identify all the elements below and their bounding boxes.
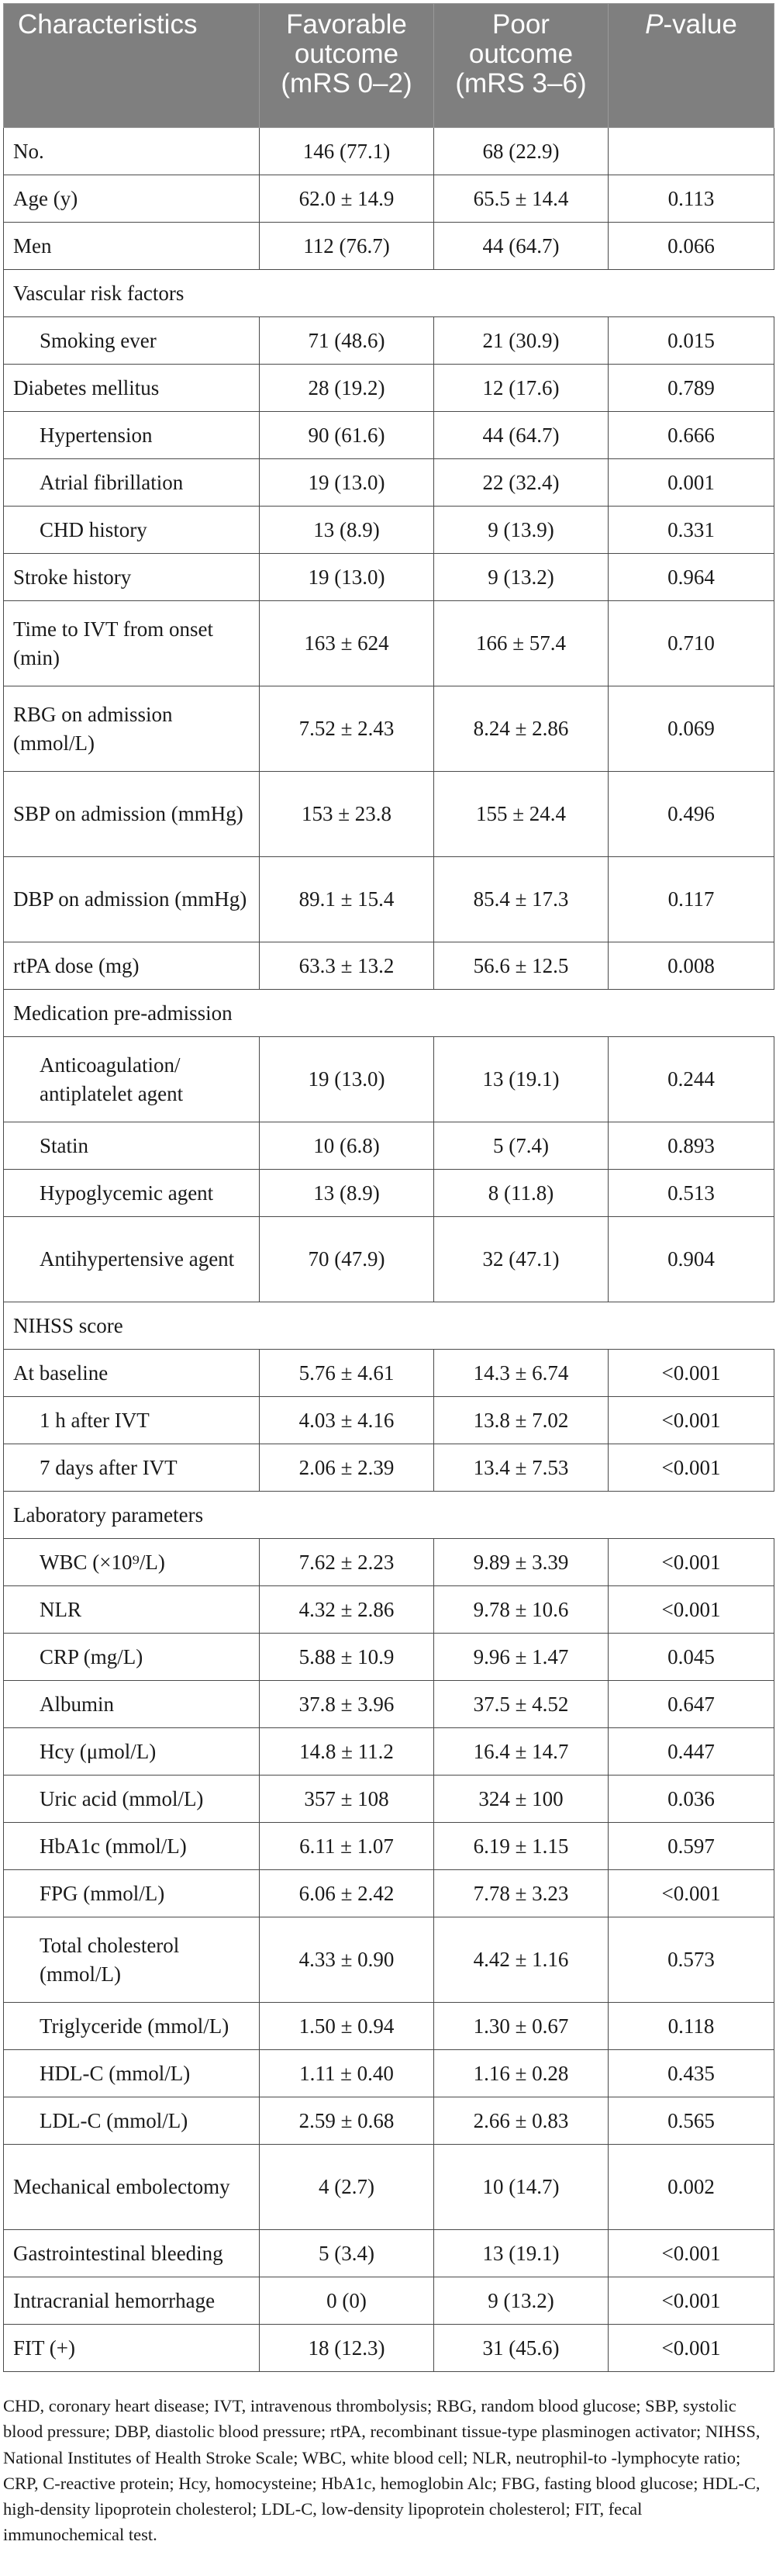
- poor-value: 8.24 ± 2.86: [434, 686, 609, 772]
- p-italic: P: [645, 9, 664, 40]
- p-value: 0.331: [609, 507, 774, 554]
- favorable-value: 4.03 ± 4.16: [260, 1397, 434, 1444]
- favorable-value: 6.06 ± 2.42: [260, 1870, 434, 1917]
- poor-value: 2.66 ± 0.83: [434, 2097, 609, 2145]
- poor-value: 7.78 ± 3.23: [434, 1870, 609, 1917]
- p-value: 0.597: [609, 1823, 774, 1870]
- poor-value: 1.30 ± 0.67: [434, 2003, 609, 2050]
- favorable-value: 153 ± 23.8: [260, 772, 434, 857]
- favorable-value: 63.3 ± 13.2: [260, 942, 434, 990]
- table-row: [4, 317, 774, 365]
- p-value: 0.447: [609, 1728, 774, 1776]
- row-label: Hypertension: [4, 412, 260, 459]
- table-row: [4, 412, 774, 459]
- row-label: 7 days after IVT: [4, 1444, 260, 1492]
- poor-value: 9 (13.2): [434, 554, 609, 601]
- p-value: 0.565: [609, 2097, 774, 2145]
- p-value: 0.118: [609, 2003, 774, 2050]
- table-row: [4, 772, 774, 857]
- favorable-value: 5.88 ± 10.9: [260, 1634, 434, 1681]
- favorable-value: 18 (12.3): [260, 2325, 434, 2372]
- table-row: [4, 2097, 774, 2145]
- favorable-value: 19 (13.0): [260, 554, 434, 601]
- p-value: <0.001: [609, 1586, 774, 1634]
- favorable-value: 112 (76.7): [260, 223, 434, 270]
- table-row: [4, 2003, 774, 2050]
- p-value: <0.001: [609, 2277, 774, 2325]
- p-value: 0.008: [609, 942, 774, 990]
- table-row: [4, 601, 774, 686]
- row-label: Statin: [4, 1122, 260, 1170]
- row-label: Triglyceride (mmol/L): [4, 2003, 260, 2050]
- row-label: Stroke history: [4, 554, 260, 601]
- section-row: [4, 1302, 774, 1350]
- favorable-value: 146 (77.1): [260, 128, 434, 175]
- poor-value: 9.78 ± 10.6: [434, 1586, 609, 1634]
- favorable-value: 19 (13.0): [260, 1037, 434, 1122]
- p-value: [609, 128, 774, 175]
- poor-value: 13.8 ± 7.02: [434, 1397, 609, 1444]
- poor-value: 21 (30.9): [434, 317, 609, 365]
- table-row: [4, 175, 774, 223]
- p-value: <0.001: [609, 2230, 774, 2277]
- p-rest: -value: [663, 9, 737, 40]
- p-value: <0.001: [609, 2325, 774, 2372]
- row-label: Albumin: [4, 1681, 260, 1728]
- p-value: 0.893: [609, 1122, 774, 1170]
- poor-value: 166 ± 57.4: [434, 601, 609, 686]
- poor-value: 85.4 ± 17.3: [434, 857, 609, 942]
- poor-value: 1.16 ± 0.28: [434, 2050, 609, 2097]
- row-label: At baseline: [4, 1350, 260, 1397]
- section-label: Laboratory parameters: [4, 1492, 774, 1539]
- favorable-value: 89.1 ± 15.4: [260, 857, 434, 942]
- favorable-value: 90 (61.6): [260, 412, 434, 459]
- row-label: Hcy (μmol/L): [4, 1728, 260, 1776]
- favorable-value: 37.8 ± 3.96: [260, 1681, 434, 1728]
- row-label: RBG on admission (mmol/L): [4, 686, 260, 772]
- table-row: [4, 2325, 774, 2372]
- p-value: 0.435: [609, 2050, 774, 2097]
- row-label: Age (y): [4, 175, 260, 223]
- favorable-value: 5.76 ± 4.61: [260, 1350, 434, 1397]
- table-row: [4, 1037, 774, 1122]
- p-value: 0.045: [609, 1634, 774, 1681]
- favorable-value: 4.33 ± 0.90: [260, 1917, 434, 2003]
- p-value: 0.002: [609, 2145, 774, 2230]
- poor-value: 22 (32.4): [434, 459, 609, 507]
- table-row: [4, 223, 774, 270]
- row-label: FIT (+): [4, 2325, 260, 2372]
- section-row: [4, 1492, 774, 1539]
- table-row: [4, 1170, 774, 1217]
- table-row: [4, 2230, 774, 2277]
- poor-value: 16.4 ± 14.7: [434, 1728, 609, 1776]
- favorable-value: 4 (2.7): [260, 2145, 434, 2230]
- favorable-value: 10 (6.8): [260, 1122, 434, 1170]
- table-row: [4, 507, 774, 554]
- poor-value: 6.19 ± 1.15: [434, 1823, 609, 1870]
- poor-value: 5 (7.4): [434, 1122, 609, 1170]
- footnote: CHD, coronary heart disease; IVT, intravenous thrombolysis; RBG, random blood glucose; SBP, systolic blood pressure; DBP, diastolic blood pressure; rtPA, recombinant tissue-type plasminogen activator; NIHSS, National Institutes of Health Stroke Scale; WBC, white blood cell; NLR, neutrophil-to -lymphocyte ratio; CRP, C-reactive protein; Hcy, homocysteine; HbA1c, hemoglobin Alc; FBG, fasting blood glucose; HDL-C, high-density lipoprotein cholesterol; LDL-C, low-density lipoprotein cholesterol; FIT, fecal immunochemical test.: [3, 2396, 760, 2545]
- table-row: [4, 128, 774, 175]
- row-label: FPG (mmol/L): [4, 1870, 260, 1917]
- favorable-value: 14.8 ± 11.2: [260, 1728, 434, 1776]
- row-label: DBP on admission (mmHg): [4, 857, 260, 942]
- row-label: Diabetes mellitus: [4, 365, 260, 412]
- p-value: 0.904: [609, 1217, 774, 1302]
- favorable-value: 70 (47.9): [260, 1217, 434, 1302]
- section-label: NIHSS score: [4, 1302, 774, 1350]
- favorable-value: 71 (48.6): [260, 317, 434, 365]
- p-value: 0.573: [609, 1917, 774, 2003]
- poor-value: 4.42 ± 1.16: [434, 1917, 609, 2003]
- poor-value: 9 (13.2): [434, 2277, 609, 2325]
- p-value: <0.001: [609, 1444, 774, 1492]
- favorable-value: 7.52 ± 2.43: [260, 686, 434, 772]
- row-label: Smoking ever: [4, 317, 260, 365]
- row-label: 1 h after IVT: [4, 1397, 260, 1444]
- table-row: [4, 459, 774, 507]
- p-value: 0.113: [609, 175, 774, 223]
- p-value: 0.069: [609, 686, 774, 772]
- row-label: No.: [4, 128, 260, 175]
- row-label: Mechanical embolectomy: [4, 2145, 260, 2230]
- favorable-value: 4.32 ± 2.86: [260, 1586, 434, 1634]
- p-value: 0.710: [609, 601, 774, 686]
- poor-value: 10 (14.7): [434, 2145, 609, 2230]
- table-row: [4, 2277, 774, 2325]
- table-row: [4, 1217, 774, 1302]
- favorable-value: 19 (13.0): [260, 459, 434, 507]
- row-label: Atrial fibrillation: [4, 459, 260, 507]
- poor-value: 155 ± 24.4: [434, 772, 609, 857]
- p-value: 0.647: [609, 1681, 774, 1728]
- p-value: 0.066: [609, 223, 774, 270]
- row-label: Antihypertensive agent: [4, 1217, 260, 1302]
- table-row: [4, 1681, 774, 1728]
- poor-value: 56.6 ± 12.5: [434, 942, 609, 990]
- poor-value: 8 (11.8): [434, 1170, 609, 1217]
- section-label: Vascular risk factors: [4, 270, 774, 317]
- header-poor-outcome: Poor outcome (mRS 3–6): [434, 4, 609, 128]
- header-favorable-outcome: Favorable outcome (mRS 0–2): [260, 4, 434, 128]
- table-row: [4, 1444, 774, 1492]
- table-row: [4, 1776, 774, 1823]
- poor-value: 13 (19.1): [434, 1037, 609, 1122]
- row-label: Men: [4, 223, 260, 270]
- row-label: HbA1c (mmol/L): [4, 1823, 260, 1870]
- row-label: rtPA dose (mg): [4, 942, 260, 990]
- table-row: [4, 857, 774, 942]
- poor-value: 9.96 ± 1.47: [434, 1634, 609, 1681]
- table-row: [4, 2050, 774, 2097]
- p-value: 0.496: [609, 772, 774, 857]
- table-row: [4, 1917, 774, 2003]
- table-row: [4, 1539, 774, 1586]
- favorable-value: 13 (8.9): [260, 507, 434, 554]
- section-row: [4, 990, 774, 1037]
- row-label: SBP on admission (mmHg): [4, 772, 260, 857]
- p-value: 0.789: [609, 365, 774, 412]
- poor-value: 12 (17.6): [434, 365, 609, 412]
- poor-value: 13.4 ± 7.53: [434, 1444, 609, 1492]
- table-row: [4, 1397, 774, 1444]
- favorable-value: 13 (8.9): [260, 1170, 434, 1217]
- favorable-value: 1.50 ± 0.94: [260, 2003, 434, 2050]
- row-label: CHD history: [4, 507, 260, 554]
- table-row: [4, 2145, 774, 2230]
- p-value: <0.001: [609, 1870, 774, 1917]
- favorable-value: 0 (0): [260, 2277, 434, 2325]
- row-label: NLR: [4, 1586, 260, 1634]
- favorable-value: 1.11 ± 0.40: [260, 2050, 434, 2097]
- table-row: [4, 1823, 774, 1870]
- table-row: [4, 1350, 774, 1397]
- favorable-value: 28 (19.2): [260, 365, 434, 412]
- p-value: <0.001: [609, 1397, 774, 1444]
- header-characteristics: Characteristics: [4, 4, 260, 128]
- section-row: [4, 270, 774, 317]
- poor-value: 44 (64.7): [434, 412, 609, 459]
- p-value: 0.666: [609, 412, 774, 459]
- section-label: Medication pre-admission: [4, 990, 774, 1037]
- row-label: LDL-C (mmol/L): [4, 2097, 260, 2145]
- poor-value: 14.3 ± 6.74: [434, 1350, 609, 1397]
- table-row: [4, 554, 774, 601]
- row-label: CRP (mg/L): [4, 1634, 260, 1681]
- table-row: [4, 1728, 774, 1776]
- poor-value: 65.5 ± 14.4: [434, 175, 609, 223]
- poor-value: 32 (47.1): [434, 1217, 609, 1302]
- p-value: <0.001: [609, 1350, 774, 1397]
- poor-value: 324 ± 100: [434, 1776, 609, 1823]
- p-value: 0.964: [609, 554, 774, 601]
- poor-value: 68 (22.9): [434, 128, 609, 175]
- table-row: [4, 942, 774, 990]
- poor-value: 9.89 ± 3.39: [434, 1539, 609, 1586]
- favorable-value: 6.11 ± 1.07: [260, 1823, 434, 1870]
- poor-value: 9 (13.9): [434, 507, 609, 554]
- row-label: Anticoagulation/ antiplatelet agent: [4, 1037, 260, 1122]
- row-label: Intracranial hemorrhage: [4, 2277, 260, 2325]
- favorable-value: 2.59 ± 0.68: [260, 2097, 434, 2145]
- table-row: [4, 1870, 774, 1917]
- poor-value: 44 (64.7): [434, 223, 609, 270]
- p-value: 0.036: [609, 1776, 774, 1823]
- table-row: [4, 1122, 774, 1170]
- p-value: <0.001: [609, 1539, 774, 1586]
- row-label: Gastrointestinal bleeding: [4, 2230, 260, 2277]
- favorable-value: 62.0 ± 14.9: [260, 175, 434, 223]
- p-value: 0.513: [609, 1170, 774, 1217]
- table-row: [4, 365, 774, 412]
- favorable-value: 5 (3.4): [260, 2230, 434, 2277]
- p-value: 0.117: [609, 857, 774, 942]
- table-row: [4, 686, 774, 772]
- p-value: 0.001: [609, 459, 774, 507]
- row-label: HDL-C (mmol/L): [4, 2050, 260, 2097]
- poor-value: 37.5 ± 4.52: [434, 1681, 609, 1728]
- row-label: Uric acid (mmol/L): [4, 1776, 260, 1823]
- poor-value: 31 (45.6): [434, 2325, 609, 2372]
- row-label: Time to IVT from onset (min): [4, 601, 260, 686]
- row-label: Total cholesterol (mmol/L): [4, 1917, 260, 2003]
- characteristics-table: [3, 3, 774, 2372]
- favorable-value: 163 ± 624: [260, 601, 434, 686]
- header-p-value: [609, 4, 774, 128]
- table-header: [4, 4, 774, 128]
- favorable-value: 2.06 ± 2.39: [260, 1444, 434, 1492]
- table-row: [4, 1586, 774, 1634]
- p-value: 0.244: [609, 1037, 774, 1122]
- poor-value: 13 (19.1): [434, 2230, 609, 2277]
- row-label: Hypoglycemic agent: [4, 1170, 260, 1217]
- p-value: 0.015: [609, 317, 774, 365]
- favorable-value: 7.62 ± 2.23: [260, 1539, 434, 1586]
- favorable-value: 357 ± 108: [260, 1776, 434, 1823]
- table-row: [4, 1634, 774, 1681]
- row-label: WBC (×10⁹/L): [4, 1539, 260, 1586]
